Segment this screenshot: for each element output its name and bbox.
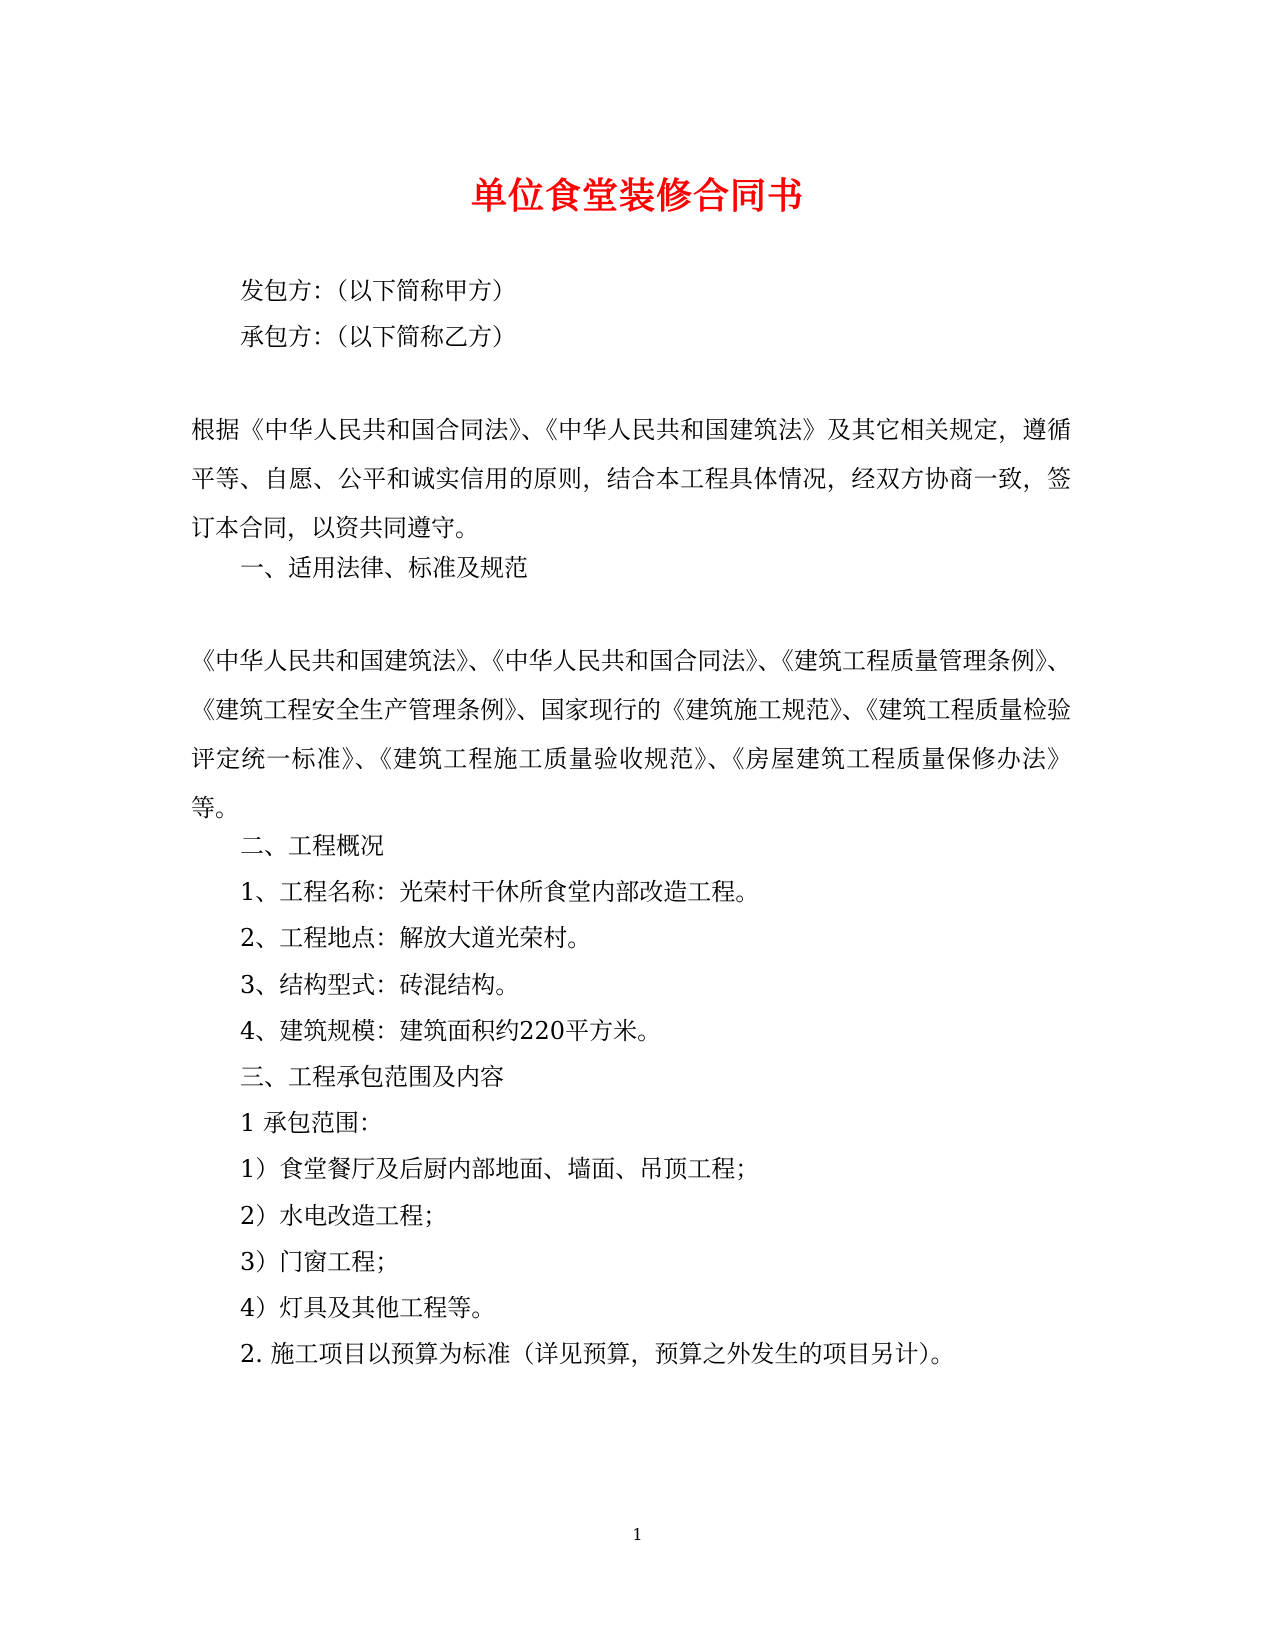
scope-item-2: 2）水电改造工程；	[240, 1202, 448, 1230]
page-number: 1	[632, 1525, 643, 1544]
section1-heading: 一、适用法律、标准及规范	[240, 554, 528, 582]
section2-item-2: 2、工程地点：解放大道光荣村。	[240, 924, 592, 952]
section3-item-2: 2. 施工项目以预算为标准（详见预算，预算之外发生的项目另计）。	[240, 1340, 955, 1368]
scope-item-3: 3）门窗工程；	[240, 1248, 400, 1276]
document-title: 单位食堂装修合同书	[470, 175, 804, 217]
section2-item-3: 3、结构型式：砖混结构。	[240, 971, 520, 999]
section2-item-4: 4、建筑规模：建筑面积约220平方米。	[240, 1017, 662, 1045]
section3-heading: 三、工程承包范围及内容	[240, 1063, 504, 1091]
party-a-line: 发包方：（以下简称甲方）	[240, 277, 516, 305]
section2-item-1: 1、工程名称：光荣村干休所食堂内部改造工程。	[240, 878, 760, 906]
scope-item-1: 1）食堂餐厅及后厨内部地面、墙面、吊顶工程；	[240, 1155, 760, 1183]
section1-body: 《中华人民共和国建筑法》、《中华人民共和国合同法》、《建筑工程质量管理条例》、《建筑工程安全生产管理条例》、国家现行的《建筑施工规范》、《建筑工程质量检验评定统一标准》、《建筑工程施工质量验收规范》、《房屋建筑工程质量保修办法》等。	[191, 647, 1071, 822]
scope-heading: 1 承包范围：	[240, 1109, 383, 1137]
party-b-line: 承包方：（以下简称乙方）	[240, 323, 516, 351]
section2-heading: 二、工程概况	[240, 832, 384, 860]
scope-item-4: 4）灯具及其他工程等。	[240, 1294, 496, 1322]
intro-paragraph: 根据《中华人民共和国合同法》、《中华人民共和国建筑法》及其它相关规定，遵循平等、自愿、公平和诚实信用的原则，结合本工程具体情况，经双方协商一致，签订本合同，以资共同遵守。	[191, 416, 1071, 542]
